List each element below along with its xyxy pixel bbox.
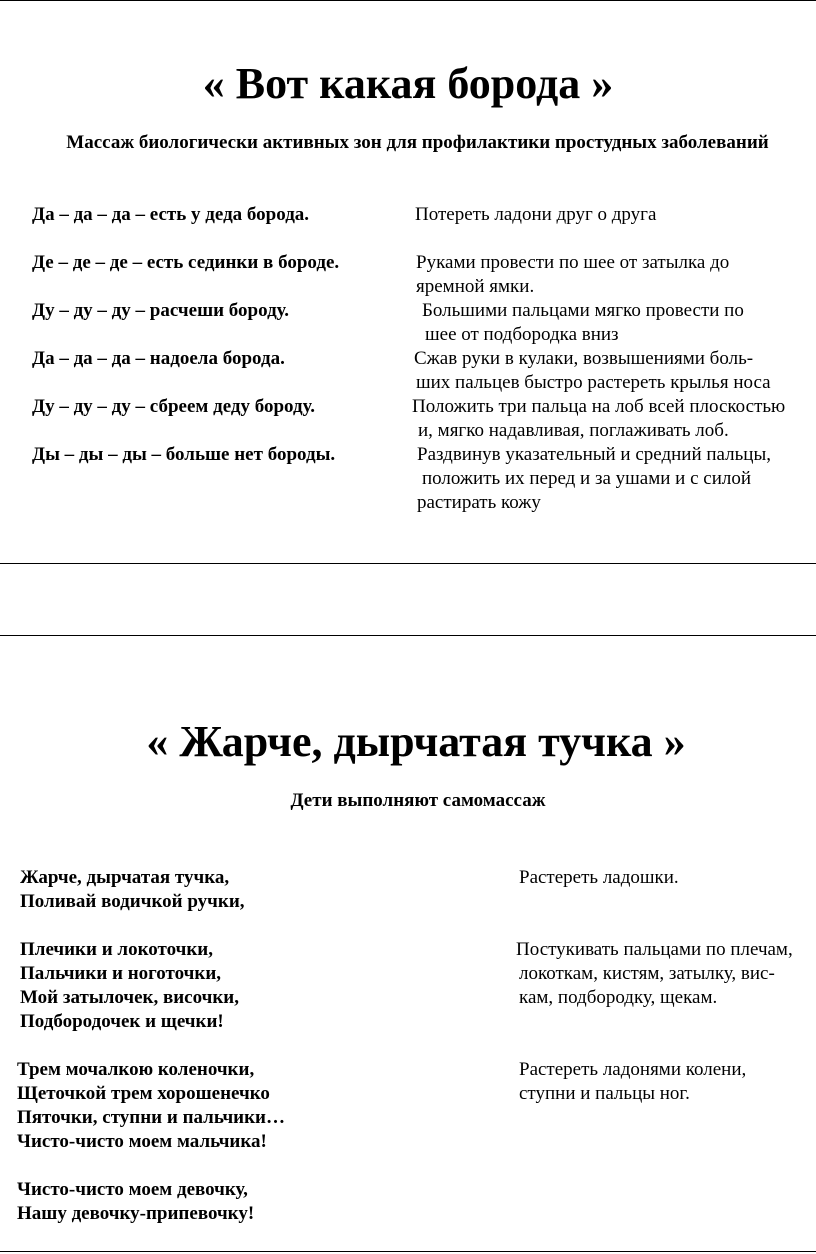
poem-line: Нашу девочку-припевочку!	[17, 1203, 255, 1224]
section1-bottom-rule	[0, 563, 816, 564]
action-line-6a: Раздвинув указательный и средний пальцы,	[417, 444, 771, 465]
action-line-5b: и, мягко надавливая, поглаживать лоб.	[418, 420, 729, 441]
section1-top-rule	[0, 0, 816, 1]
section1-subtitle: Массаж биологически активных зон для профилактики простудных заболеваний	[66, 132, 769, 153]
poem-line: Пяточки, ступни и пальчики…	[17, 1107, 285, 1128]
verse-line-2: Де – де – де – есть сединки в бороде.	[32, 252, 340, 273]
poem-action-line: Постукивать пальцами по плечам,	[516, 939, 793, 960]
poem-action-line: кам, подбородку, щекам.	[519, 987, 718, 1008]
poem-line: Чисто-чисто моем мальчика!	[17, 1131, 267, 1152]
section2-top-rule	[0, 635, 816, 636]
section2-title: « Жарче, дырчатая тучка »	[146, 717, 686, 766]
poem-action-line: локоткам, кистям, затылку, вис-	[519, 963, 775, 984]
action-line-1a: Потереть ладони друг о друга	[415, 204, 657, 225]
verse-line-3: Ду – ду – ду – расчеши бороду.	[32, 300, 290, 321]
verse-line-6: Ды – ды – ды – больше нет бороды.	[32, 444, 336, 465]
poem-line: Трем мочалкою коленочки,	[17, 1059, 255, 1080]
poem-action-line: Растереть ладошки.	[519, 867, 679, 888]
section1-title: « Вот какая борода »	[202, 59, 614, 108]
poem-line: Плечики и локоточки,	[20, 939, 213, 960]
action-line-5a: Положить три пальца на лоб всей плоскостью	[412, 396, 786, 417]
poem-line: Мой затылочек, височки,	[20, 987, 239, 1008]
poem-line: Чисто-чисто моем девочку,	[17, 1179, 248, 1200]
action-line-3b: шее от подбородка вниз	[425, 324, 619, 345]
action-line-6c: растирать кожу	[417, 492, 541, 513]
poem-line: Пальчики и ноготочки,	[20, 963, 222, 984]
action-line-2a: Руками провести по шее от затылка до	[416, 252, 730, 273]
action-line-2b: яремной ямки.	[416, 276, 535, 297]
action-line-4a: Сжав руки в кулаки, возвышениями боль-	[414, 348, 754, 369]
poem-line: Жарче, дырчатая тучка,	[20, 867, 230, 888]
poem-line: Щеточкой трем хорошенечко	[17, 1083, 270, 1104]
section2-subtitle: Дети выполняют самомассаж	[290, 790, 546, 811]
poem-action-line: ступни и пальцы ног.	[519, 1083, 690, 1104]
verse-line-5: Ду – ду – ду – сбреем деду бороду.	[32, 396, 315, 417]
action-line-3a: Большими пальцами мягко провести по	[422, 300, 744, 321]
poem-line: Поливай водичкой ручки,	[20, 891, 245, 912]
poem-line: Подбородочек и щечки!	[20, 1011, 224, 1032]
action-line-6b: положить их перед и за ушами и с силой	[422, 468, 752, 489]
action-line-4b: ших пальцев быстро растереть крылья носа	[416, 372, 771, 393]
section2-bottom-rule	[0, 1251, 816, 1252]
poem-action-line: Растереть ладонями колени,	[519, 1059, 747, 1080]
verse-line-1: Да – да – да – есть у деда борода.	[32, 204, 310, 225]
verse-line-4: Да – да – да – надоела борода.	[32, 348, 285, 369]
